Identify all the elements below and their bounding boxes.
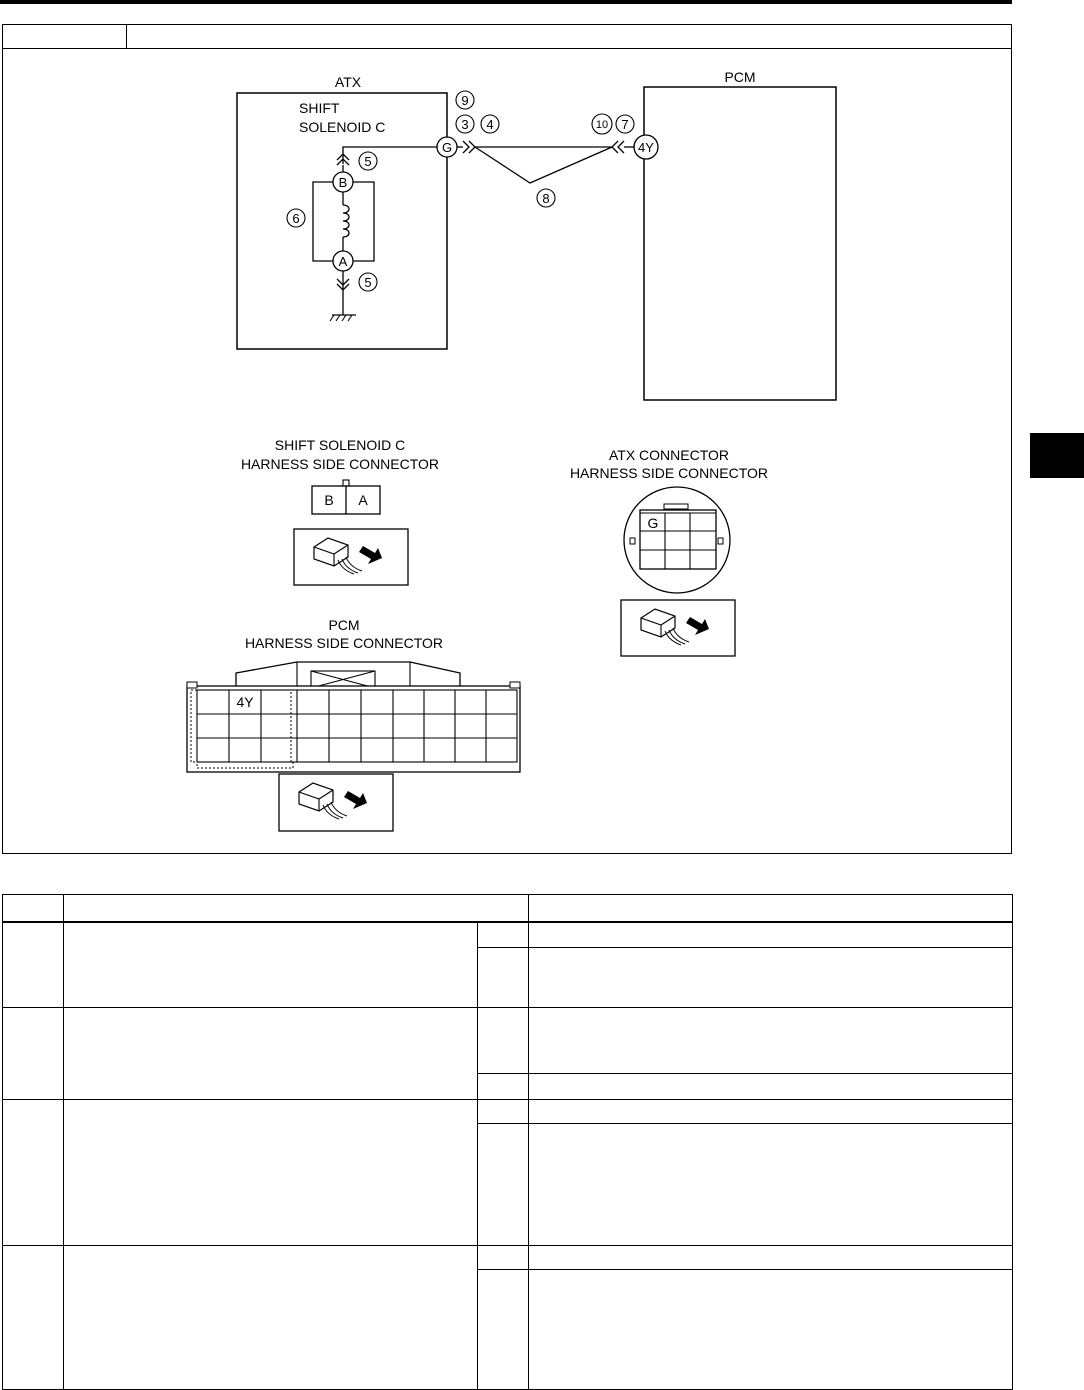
terminal-b <box>333 172 353 192</box>
inspection-cell <box>64 1099 478 1245</box>
action-cell <box>529 1007 1013 1073</box>
answer-cell <box>478 1007 529 1073</box>
header-step-cell <box>3 895 64 923</box>
atx-connector-pin-g: G <box>647 515 659 531</box>
ground-symbol <box>330 315 356 321</box>
svg-text:5: 5 <box>364 275 372 290</box>
svg-text:4Y: 4Y <box>638 140 654 155</box>
svg-text:4: 4 <box>486 117 494 132</box>
pcm-label: PCM <box>724 69 756 85</box>
action-cell <box>529 1123 1013 1245</box>
answer-cell <box>478 1245 529 1269</box>
wire-short-path <box>475 147 612 183</box>
shift-solenoid-label-1: SHIFT <box>299 100 340 116</box>
svg-text:B: B <box>338 175 348 190</box>
step-cell <box>3 922 64 1007</box>
table-row <box>3 1099 1013 1123</box>
answer-cell <box>478 1269 529 1390</box>
header-action-cell <box>529 895 1013 923</box>
table-row <box>3 1245 1013 1269</box>
shift-solenoid-label-2: SOLENOID C <box>299 119 386 135</box>
callout-6 <box>287 209 305 227</box>
step-cell <box>3 1245 64 1390</box>
solenoid-pin-a: A <box>358 492 368 508</box>
svg-text:10: 10 <box>595 119 609 131</box>
pcm-connector-face <box>187 662 520 772</box>
step-cell <box>3 1099 64 1245</box>
callout-4 <box>481 115 499 133</box>
svg-text:6: 6 <box>292 211 300 226</box>
coil-bracket-left <box>313 182 333 261</box>
action-cell <box>529 1245 1013 1269</box>
svg-text:8: 8 <box>542 191 550 206</box>
action-cell <box>529 947 1013 1007</box>
svg-text:5: 5 <box>364 154 372 169</box>
table-row <box>3 1007 1013 1073</box>
pcm-connector-title-1: PCM <box>328 617 360 633</box>
callout-8 <box>537 189 555 207</box>
solenoid-coil <box>343 205 349 237</box>
callout-7 <box>616 115 634 133</box>
answer-cell <box>478 947 529 1007</box>
atx-label: ATX <box>334 74 362 90</box>
answer-cell <box>478 1123 529 1245</box>
answer-cell <box>478 922 529 947</box>
solenoid-connector-face <box>312 480 380 514</box>
action-cell <box>529 1073 1013 1099</box>
svg-text:3: 3 <box>461 117 469 132</box>
terminal-g <box>437 137 457 157</box>
action-cell <box>529 922 1013 947</box>
atx-connector-title-1: ATX CONNECTOR <box>608 447 730 463</box>
answer-cell <box>478 1073 529 1099</box>
answer-cell <box>478 1099 529 1123</box>
callout-5-top <box>359 152 377 170</box>
solenoid-connector-title-2: HARNESS SIDE CONNECTOR <box>240 456 440 472</box>
terminal-4y <box>634 135 658 159</box>
atx-connector-chevron <box>463 141 469 153</box>
terminal-a <box>333 251 353 271</box>
coil-bracket-right <box>353 182 374 261</box>
inspection-cell <box>64 1007 478 1099</box>
diagnostic-steps-table <box>2 894 1013 1390</box>
action-cell <box>529 1269 1013 1390</box>
table-row <box>3 922 1013 947</box>
step-cell <box>3 1007 64 1099</box>
svg-text:9: 9 <box>461 93 469 108</box>
atx-connector-view-icon <box>621 600 735 656</box>
pcm-connector-view-icon <box>279 774 393 831</box>
action-cell <box>529 1099 1013 1123</box>
inspection-cell <box>64 1245 478 1390</box>
pcm-box <box>644 87 836 400</box>
solenoid-connector-view-icon <box>294 529 408 585</box>
callout-10 <box>592 114 612 134</box>
solenoid-pin-b: B <box>324 492 334 508</box>
pcm-connector-title-2: HARNESS SIDE CONNECTOR <box>244 635 444 651</box>
svg-text:7: 7 <box>621 117 629 132</box>
inspection-cell <box>64 922 478 1007</box>
atx-connector-face <box>624 487 730 593</box>
header-inspection-cell <box>64 895 529 923</box>
table-header-row <box>3 895 1013 923</box>
callout-9 <box>456 91 474 109</box>
wire-solenoid-to-g <box>343 147 437 164</box>
callout-3 <box>456 115 474 133</box>
atx-connector-title-2: HARNESS SIDE CONNECTOR <box>569 465 769 481</box>
callout-5-bottom <box>359 273 377 291</box>
solenoid-connector-title-1: SHIFT SOLENOID C <box>274 437 406 453</box>
pcm-connector-pin-4y: 4Y <box>236 694 254 710</box>
svg-text:A: A <box>338 254 348 269</box>
svg-text:G: G <box>441 140 453 155</box>
